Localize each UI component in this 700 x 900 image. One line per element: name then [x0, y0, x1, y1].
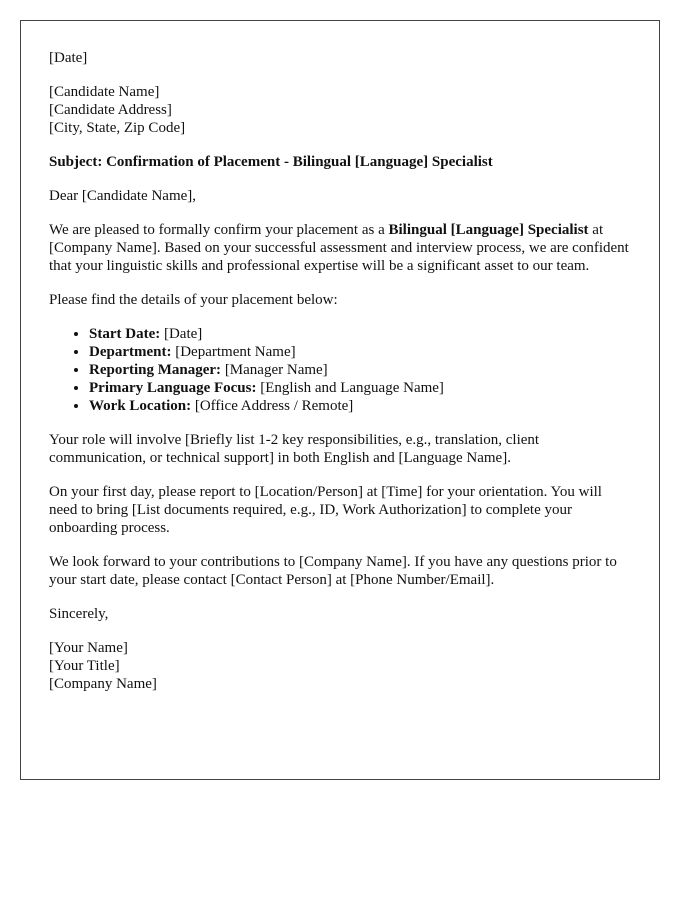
detail-item-start-date: [89, 325, 631, 343]
placement-details-list: [49, 325, 631, 415]
first-day-paragraph: On your first day, please report to [Location/Person] at [Time] for your orientation. You will need to bring [List documents required, e.g., ID, Work Authorization] to complete your onboarding process.: [49, 484, 602, 536]
detail-item-primary-language: [89, 379, 631, 397]
salutation: Dear [Candidate Name],: [49, 188, 197, 204]
detail-value: [Date]: [160, 326, 203, 342]
details-intro: Please find the details of your placement below:: [49, 292, 338, 308]
intro-text-after: at [Company Name]. Based on your successful assessment and interview process, we are confident that your linguistic skills and professional expertise will be a significant asset to our team.: [49, 222, 629, 274]
recipient-address: [Candidate Address]: [49, 102, 172, 118]
detail-value: [Manager Name]: [221, 362, 328, 378]
detail-item-department: [89, 343, 631, 361]
intro-text-before: We are pleased to formally confirm your placement as a: [49, 222, 389, 238]
intro-paragraph: [49, 221, 631, 275]
detail-value: [Department Name]: [171, 344, 296, 360]
detail-value: [English and Language Name]: [256, 380, 444, 396]
letter-subject: Subject: Confirmation of Placement - Bilingual [Language] Specialist: [49, 154, 493, 170]
signature-name: [Your Name]: [49, 640, 128, 656]
signature-company: [Company Name]: [49, 676, 157, 692]
detail-item-work-location: [89, 397, 631, 415]
detail-label: Start Date:: [89, 326, 161, 342]
detail-label: Primary Language Focus:: [89, 380, 257, 396]
detail-label: Reporting Manager:: [89, 362, 222, 378]
recipient-name: [Candidate Name]: [49, 84, 160, 100]
letter-page: [20, 20, 660, 780]
detail-value: [Office Address / Remote]: [191, 398, 354, 414]
detail-label: Department:: [89, 344, 172, 360]
intro-role: Bilingual [Language] Specialist: [388, 222, 589, 238]
detail-label: Work Location:: [89, 398, 192, 414]
recipient-block: [49, 83, 631, 137]
role-paragraph: Your role will involve [Briefly list 1-2 key responsibilities, e.g., translation, client communication, or technical support] in both English and [Language Name].: [49, 432, 540, 466]
signature-title: [Your Title]: [49, 658, 120, 674]
sign-off: Sincerely,: [49, 606, 109, 622]
signature-block: [49, 639, 631, 693]
letter-date: [Date]: [49, 50, 88, 66]
detail-item-reporting-manager: [89, 361, 631, 379]
recipient-city: [City, State, Zip Code]: [49, 120, 186, 136]
closing-paragraph: We look forward to your contributions to [Company Name]. If you have any questions prior to your start date, please contact [Contact Person] at [Phone Number/Email].: [49, 554, 617, 588]
